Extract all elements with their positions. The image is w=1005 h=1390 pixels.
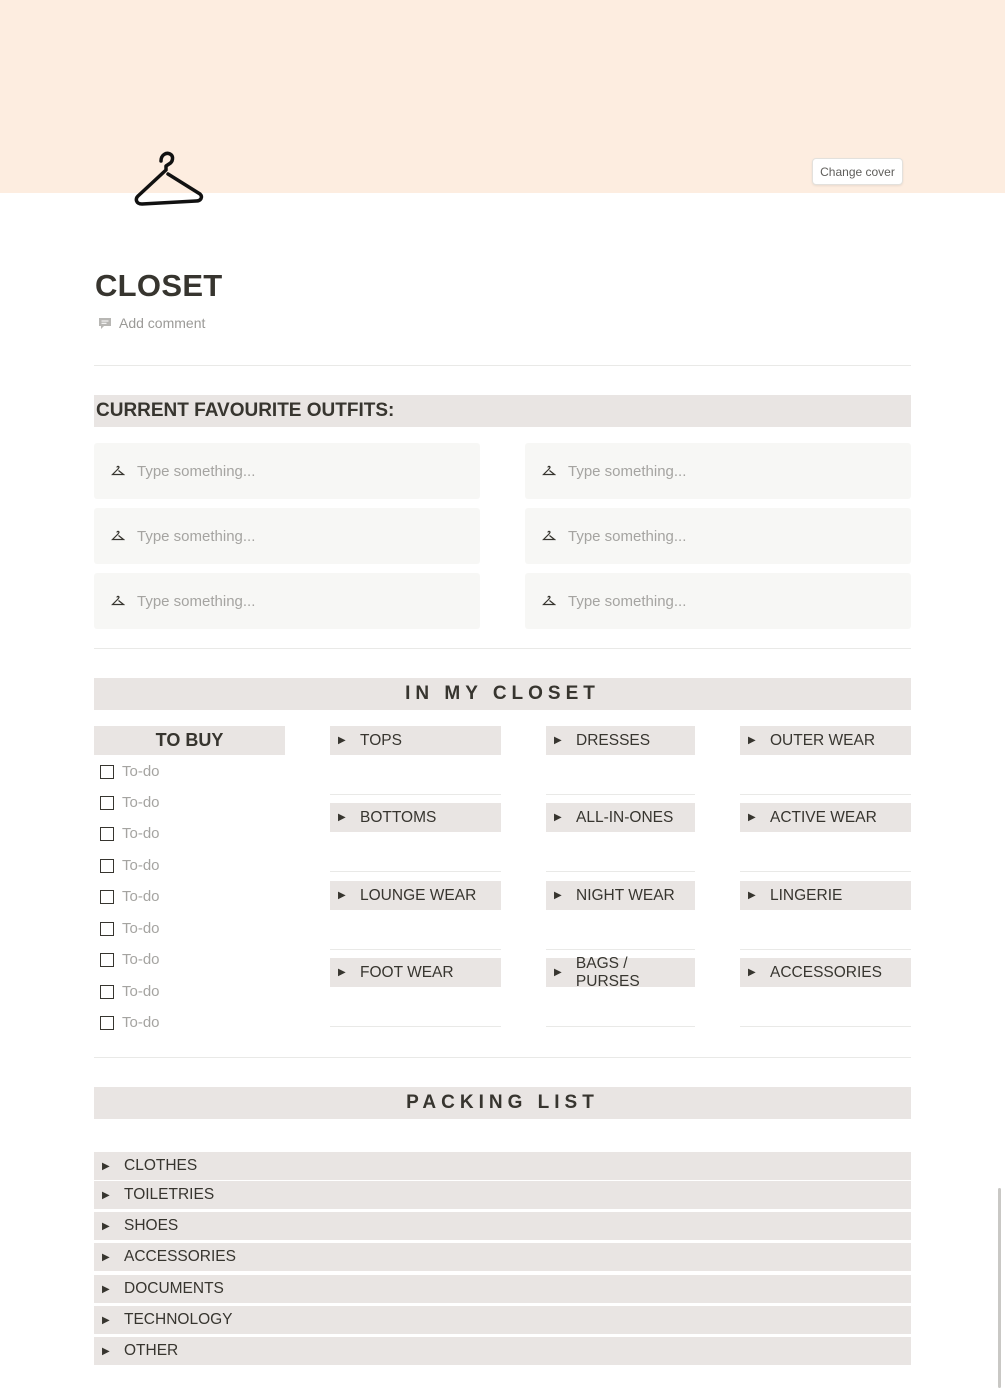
todo-label[interactable]: To-do [122, 920, 160, 937]
divider [546, 949, 695, 950]
packing-toggle-shoes[interactable] [94, 1212, 911, 1240]
scrollbar[interactable] [998, 1188, 1001, 1388]
packing-toggle-clothes[interactable] [94, 1152, 911, 1180]
checkbox[interactable] [100, 985, 114, 999]
toggle-label: CLOTHES [124, 1157, 198, 1174]
triangle-right-icon[interactable]: ▶ [338, 890, 346, 901]
packing-toggle-technology[interactable] [94, 1306, 911, 1334]
triangle-right-icon[interactable]: ▶ [748, 890, 756, 901]
packing-toggle-documents[interactable] [94, 1275, 911, 1303]
toggle-bottoms[interactable] [330, 803, 501, 832]
checkbox[interactable] [100, 1016, 114, 1030]
todo-item[interactable] [100, 951, 160, 968]
todo-label[interactable]: To-do [122, 983, 160, 1000]
todo-item[interactable] [100, 888, 160, 905]
toggle-label: ACCESSORIES [770, 963, 882, 981]
todo-item[interactable] [100, 920, 160, 937]
in-my-closet-heading: IN MY CLOSET [94, 678, 911, 710]
triangle-right-icon[interactable]: ▶ [102, 1314, 110, 1326]
toggle-tops[interactable] [330, 726, 501, 755]
triangle-right-icon[interactable]: ▶ [102, 1283, 110, 1295]
outfit-placeholder[interactable]: Type something... [568, 462, 687, 480]
packing-toggle-accessories[interactable] [94, 1243, 911, 1271]
todo-item[interactable] [100, 1014, 160, 1031]
hanger-icon [111, 595, 125, 607]
hanger-icon[interactable] [128, 146, 208, 210]
toggle-all-in-ones[interactable] [546, 803, 695, 832]
add-comment-button[interactable] [98, 315, 205, 331]
triangle-right-icon[interactable]: ▶ [338, 735, 346, 746]
toggle-label: FOOT WEAR [360, 963, 454, 981]
todo-label[interactable]: To-do [122, 763, 160, 780]
toggle-bags-purses[interactable] [546, 954, 695, 990]
triangle-right-icon[interactable]: ▶ [554, 735, 562, 746]
add-comment-label: Add comment [119, 315, 206, 331]
divider [546, 871, 695, 872]
checkbox[interactable] [100, 796, 114, 810]
outfit-placeholder[interactable]: Type something... [137, 462, 256, 480]
outfit-placeholder[interactable]: Type something... [568, 527, 687, 545]
toggle-label: TOPS [360, 731, 402, 749]
triangle-right-icon[interactable]: ▶ [748, 735, 756, 746]
todo-item[interactable] [100, 794, 160, 811]
triangle-right-icon[interactable]: ▶ [748, 812, 756, 823]
toggle-label: OTHER [124, 1342, 179, 1359]
toggle-lounge-wear[interactable] [330, 881, 501, 910]
divider [94, 648, 911, 649]
divider [546, 1026, 695, 1027]
toggle-active-wear[interactable] [740, 803, 911, 832]
divider [330, 949, 501, 950]
divider [330, 1026, 501, 1027]
outfit-placeholder[interactable]: Type something... [568, 592, 687, 610]
toggle-outer-wear[interactable] [740, 726, 911, 755]
checkbox[interactable] [100, 890, 114, 904]
todo-label[interactable]: To-do [122, 1014, 160, 1031]
divider [94, 1057, 911, 1058]
triangle-right-icon[interactable]: ▶ [554, 890, 562, 901]
toggle-label: TECHNOLOGY [124, 1311, 233, 1328]
outfit-callout[interactable] [525, 443, 911, 499]
toggle-label: BOTTOMS [360, 808, 437, 826]
divider [94, 365, 911, 366]
triangle-right-icon[interactable]: ▶ [748, 967, 756, 978]
todo-item[interactable] [100, 825, 160, 842]
outfit-placeholder[interactable]: Type something... [137, 527, 256, 545]
comment-icon [98, 317, 112, 330]
checkbox[interactable] [100, 953, 114, 967]
todo-item[interactable] [100, 983, 160, 1000]
triangle-right-icon[interactable]: ▶ [102, 1189, 110, 1201]
packing-list-heading: PACKING LIST [94, 1087, 911, 1119]
toggle-label: ACCESSORIES [124, 1248, 236, 1265]
hanger-icon [111, 465, 125, 477]
packing-toggle-other[interactable] [94, 1337, 911, 1365]
page-title: CLOSET [95, 268, 223, 303]
toggle-dresses[interactable] [546, 726, 695, 755]
divider [546, 794, 695, 795]
outfit-callout[interactable] [94, 508, 480, 564]
toggle-label: LINGERIE [770, 886, 843, 904]
divider [740, 1026, 911, 1027]
to-buy-heading: TO BUY [94, 726, 285, 755]
toggle-label: DOCUMENTS [124, 1280, 224, 1297]
todo-label[interactable]: To-do [122, 888, 160, 905]
toggle-label: NIGHT WEAR [576, 886, 675, 904]
favourite-outfits-heading: CURRENT FAVOURITE OUTFITS: [94, 395, 911, 427]
checkbox[interactable] [100, 859, 114, 873]
divider [740, 794, 911, 795]
todo-label[interactable]: To-do [122, 794, 160, 811]
outfit-callout[interactable] [525, 573, 911, 629]
triangle-right-icon[interactable]: ▶ [102, 1251, 110, 1263]
divider [740, 871, 911, 872]
todo-label[interactable]: To-do [122, 951, 160, 968]
toggle-foot-wear[interactable] [330, 958, 501, 987]
toggle-label: SHOES [124, 1217, 179, 1234]
triangle-right-icon[interactable]: ▶ [338, 812, 346, 823]
divider [330, 794, 501, 795]
checkbox[interactable] [100, 922, 114, 936]
outfit-callout[interactable] [525, 508, 911, 564]
triangle-right-icon[interactable]: ▶ [102, 1345, 110, 1357]
triangle-right-icon[interactable]: ▶ [338, 967, 346, 978]
triangle-right-icon[interactable]: ▶ [554, 967, 562, 978]
toggle-accessories[interactable] [740, 958, 911, 987]
change-cover-button[interactable]: Change cover [812, 158, 903, 185]
outfit-callout[interactable] [94, 443, 480, 499]
toggle-label: BAGS / PURSES [575, 954, 640, 990]
checkbox[interactable] [100, 827, 114, 841]
hanger-icon [111, 530, 125, 542]
checkbox[interactable] [100, 765, 114, 779]
outfit-callout[interactable] [94, 573, 480, 629]
toggle-night-wear[interactable] [546, 881, 695, 910]
hanger-icon [542, 595, 556, 607]
triangle-right-icon[interactable]: ▶ [102, 1220, 110, 1232]
toggle-label: ALL-IN-ONES [576, 808, 674, 826]
toggle-label: LOUNGE WEAR [360, 886, 477, 904]
toggle-label: TOILETRIES [124, 1186, 215, 1203]
triangle-right-icon[interactable]: ▶ [102, 1160, 110, 1172]
divider [740, 949, 911, 950]
divider [330, 871, 501, 872]
hanger-icon [542, 465, 556, 477]
triangle-right-icon[interactable]: ▶ [554, 812, 562, 823]
todo-item[interactable] [100, 763, 160, 780]
hanger-icon [542, 530, 556, 542]
todo-label[interactable]: To-do [122, 825, 160, 842]
toggle-label: OUTER WEAR [770, 731, 876, 749]
toggle-label: ACTIVE WEAR [770, 808, 877, 826]
todo-label[interactable]: To-do [122, 857, 160, 874]
packing-toggle-toiletries[interactable] [94, 1181, 911, 1209]
todo-item[interactable] [100, 857, 160, 874]
toggle-label: DRESSES [576, 731, 651, 749]
outfit-placeholder[interactable]: Type something... [137, 592, 256, 610]
toggle-lingerie[interactable] [740, 881, 911, 910]
